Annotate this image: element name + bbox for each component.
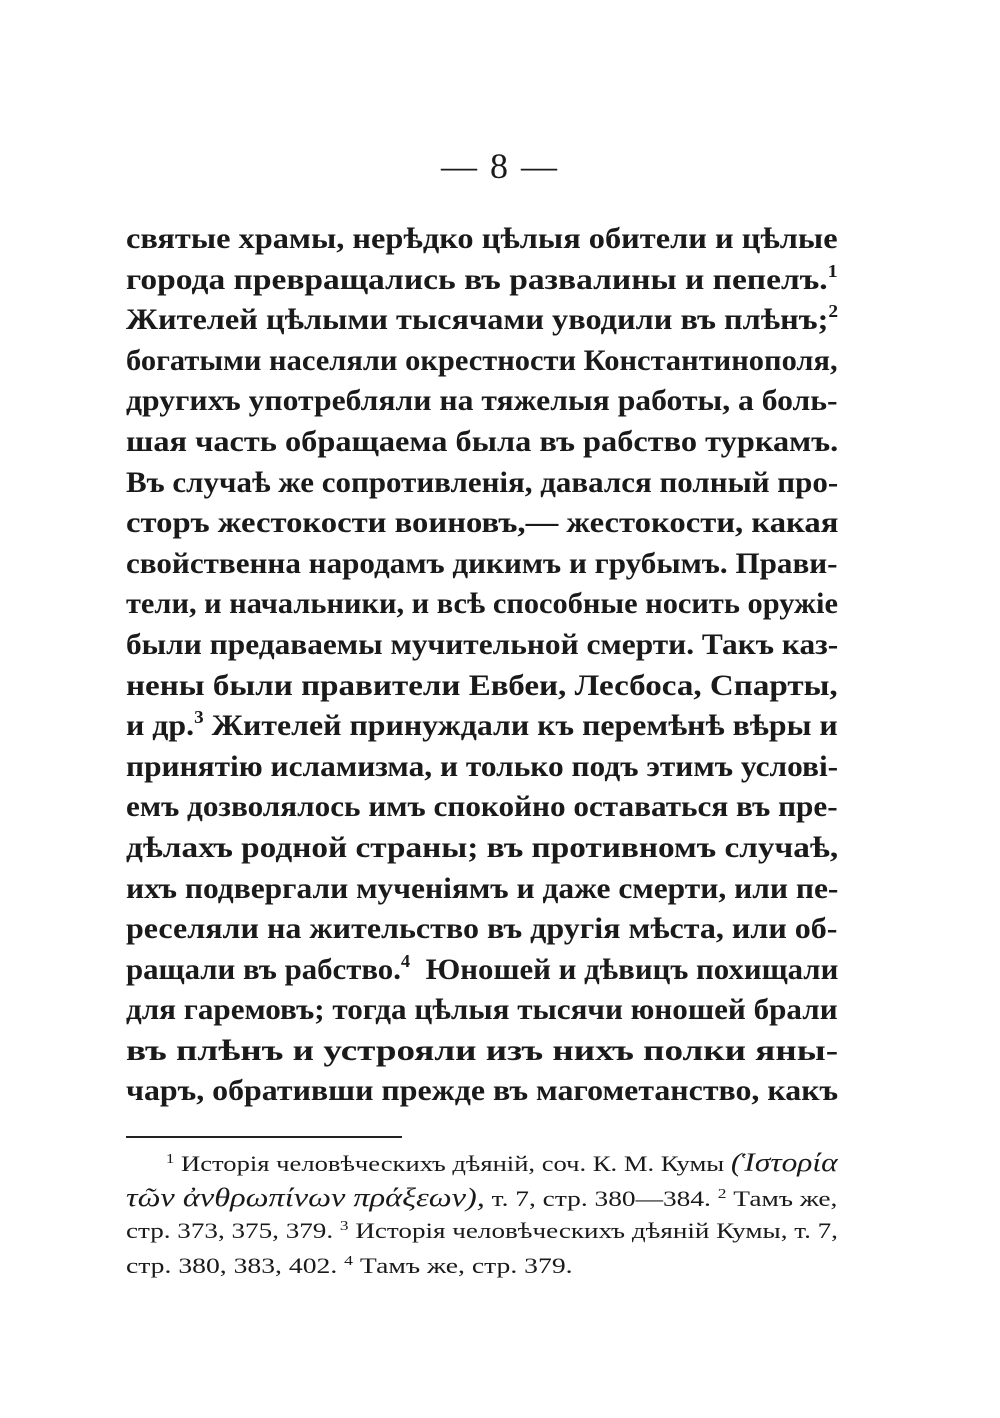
text-line-content <box>126 709 838 743</box>
text-line <box>126 669 838 710</box>
footnote-marker: 1 <box>827 260 838 281</box>
text-line <box>126 872 838 913</box>
text-line-content <box>126 260 838 297</box>
text-line-content: святые храмы, нерѣдко цѣлыя обители и цѣлые <box>126 222 838 255</box>
text-segment: Жителей цѣлыми тысячами уводили въ плѣнъ; <box>126 303 829 337</box>
footnote-2-text: Тамъ же, <box>733 1186 838 1211</box>
text-line <box>126 384 838 425</box>
page-number: — 8 — <box>441 146 559 186</box>
text-line <box>126 466 838 507</box>
text-line-content <box>126 950 839 987</box>
text-line-content: ихъ подвергали мученіямъ и даже смерти, или пе- <box>126 871 839 905</box>
footnote-3-text: стр. 380, 383, 402. <box>126 1253 338 1278</box>
footnotes <box>126 1148 838 1288</box>
footnote-number: 1 <box>165 1152 175 1167</box>
main-text <box>126 222 838 1115</box>
text-line <box>126 993 838 1034</box>
footnote-marker: 4 <box>400 950 411 971</box>
text-line-content: дѣлахъ родной страны; въ противномъ случаѣ, <box>126 830 839 864</box>
footnote-2-text: стр. 373, 375, 379. <box>126 1218 334 1243</box>
text-segment: и др. <box>126 709 195 743</box>
text-line-content: чаръ, обративши прежде въ магометанство, какъ <box>126 1074 839 1108</box>
text-line-content: богатыми населяли окрестности Константинополя, <box>126 343 838 377</box>
text-line-content: для гаремовъ; тогда цѣлыя тысячи юношей брали <box>126 993 838 1027</box>
footnote-line-content <box>126 1253 573 1279</box>
footnote-3-text: Исторія человѣческихъ дѣяній Кумы, т. 7, <box>355 1218 838 1243</box>
text-line-content: емъ дозволялось имъ спокойно оставаться въ пре- <box>126 790 838 824</box>
footnote-1-greek: τῶν ἀνθρωπίνων πράξεων), <box>126 1183 485 1212</box>
text-line <box>126 587 838 628</box>
footnote-line <box>126 1183 838 1218</box>
text-line-content: въ плѣнъ и устрояли изъ нихъ полки яны- <box>126 1033 839 1067</box>
text-line <box>126 709 838 750</box>
text-line <box>126 628 838 669</box>
footnote-line-content <box>126 1183 837 1213</box>
footnote-1-text: т. 7, стр. 380—384. <box>491 1186 711 1211</box>
text-line <box>126 547 838 588</box>
text-line <box>126 950 839 994</box>
text-segment: ращали въ рабство. <box>126 952 401 986</box>
text-line <box>126 344 838 385</box>
footnote-number: 3 <box>339 1219 349 1234</box>
text-line <box>126 222 838 263</box>
text-line-content: нены были правители Евбеи, Лесбоса, Спарты, <box>126 668 838 702</box>
footnote-separator <box>126 1136 402 1138</box>
text-line-content: другихъ употребляли на тяжелыя работы, а боль- <box>126 384 838 418</box>
footnote-line <box>126 1148 838 1183</box>
text-line <box>126 260 838 304</box>
text-segment: Жителей принуждали къ перемѣнѣ вѣры и <box>211 709 838 743</box>
footnote-line-content <box>126 1148 838 1178</box>
footnote-line-content <box>126 1218 838 1244</box>
footnote-4-text: Тамъ же, стр. 379. <box>359 1253 573 1278</box>
text-line <box>126 506 838 547</box>
text-line <box>126 425 838 466</box>
footnote-number: 2 <box>717 1187 727 1202</box>
text-segment: города превращались въ развалины и пепелъ. <box>126 262 828 296</box>
text-line-content <box>126 303 838 337</box>
footnote-line <box>126 1218 838 1253</box>
footnote-line <box>126 1253 838 1288</box>
text-line <box>126 1074 838 1115</box>
text-line <box>126 750 838 791</box>
text-line <box>126 1034 838 1075</box>
footnote-number: 4 <box>344 1254 353 1269</box>
text-line-content: тели, и начальники, и всѣ способные носить оружіе <box>126 587 838 621</box>
text-line-content: принятію исламизма, и только подъ этимъ услові- <box>126 749 839 783</box>
footnote-marker: 3 <box>194 707 204 728</box>
footnote-1-greek: (Ἱστορία <box>730 1148 838 1177</box>
text-line-content: сторъ жестокости воиновъ,— жестокости, какая <box>126 506 839 540</box>
text-segment: Юношей и дѣвицъ похищали <box>425 952 839 986</box>
text-line-content: свойственна народамъ дикимъ и грубымъ. Прави- <box>126 546 838 580</box>
text-line <box>126 912 838 953</box>
text-line-content: шая часть обращаема была въ рабство туркамъ. <box>126 424 839 458</box>
footnote-1-text: Исторія человѣческихъ дѣяній, соч. К. М. Кумы <box>181 1151 725 1176</box>
text-line <box>126 831 838 872</box>
text-line <box>126 790 838 831</box>
footnote-marker: 2 <box>828 301 839 322</box>
text-line-content: Въ случаѣ же сопротивленія, давался полный про- <box>126 465 839 499</box>
text-line-content: реселяли на жительство въ другія мѣста, или об- <box>126 912 838 946</box>
text-line-content: были предаваемы мучительной смерти. Такъ каз- <box>126 627 839 661</box>
text-line <box>126 303 838 344</box>
